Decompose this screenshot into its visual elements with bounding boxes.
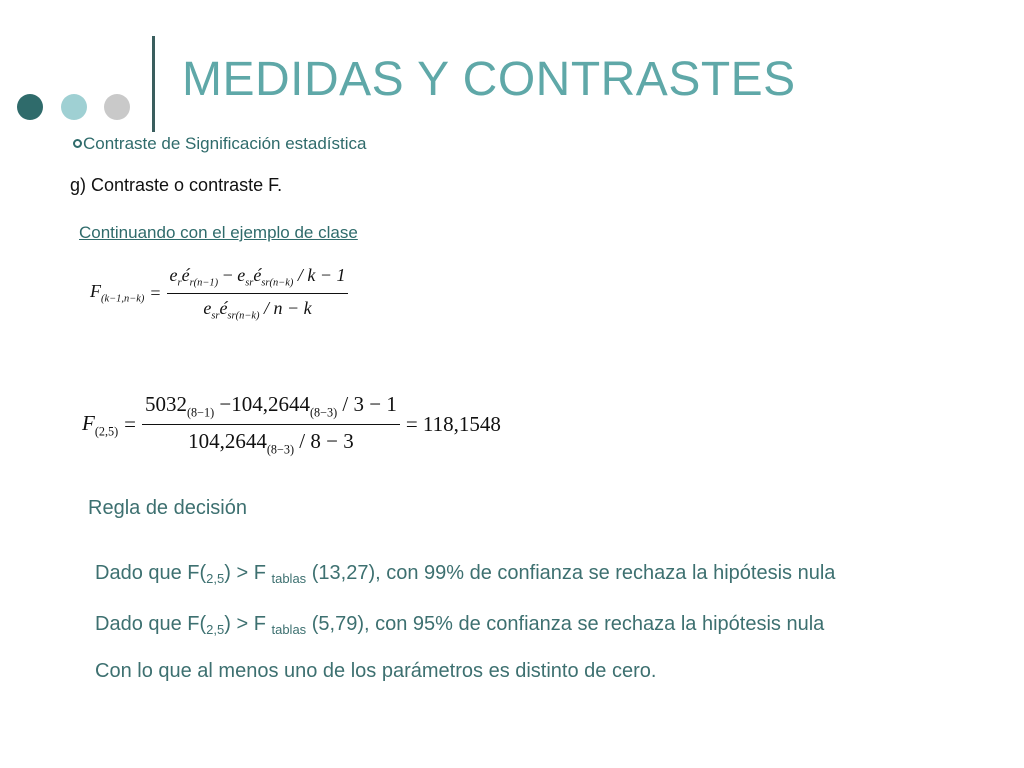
formula-lhs xyxy=(82,411,118,439)
f-formula-general xyxy=(90,265,354,321)
equals-sign: = xyxy=(150,282,161,303)
equals-sign: = xyxy=(124,412,136,437)
f-degrees: (2,5) xyxy=(94,424,119,439)
f-result: = 118,1548 xyxy=(405,412,501,437)
decision-rule-95: Dado que $F(_{2,5}) > F$ $_{tablas}$ (5,79), con 95% de confianza se rechaza la hipótesis nula xyxy=(95,613,825,637)
section-heading: g) Contraste o contraste F. xyxy=(70,175,283,195)
example-link[interactable]: Continuando con el ejemplo de clase xyxy=(79,223,358,242)
f-symbol: F xyxy=(82,410,95,435)
general-numerator: $e_ré_{r(n-1)}$ − $e_{sr}é_{sr(n-k)} / k - 1$ xyxy=(167,265,349,294)
decision-heading: Regla de decisión xyxy=(88,497,247,519)
dark-teal-dot xyxy=(17,94,43,120)
conclusion-text: Con lo que al menos uno de los parámetros es distinto de cero. xyxy=(95,660,657,682)
grey-dot xyxy=(104,94,130,120)
decision-rule-99: Dado que $F(_{2,5}) > F$ $_{tablas}$ (13,27), con 99% de confianza se rechaza la hipótesis nula xyxy=(95,562,836,586)
f-symbol: F xyxy=(90,281,101,302)
numeric-denominator: $104,2644_{(8-3)} / 8 - 3$ xyxy=(188,429,354,457)
subtitle-row xyxy=(73,134,367,154)
numeric-fraction xyxy=(142,392,400,458)
general-denominator: $e_{sr}é_{sr(n-k)} / n - k$ xyxy=(203,297,312,322)
title-divider xyxy=(152,36,155,132)
f-formula-numeric xyxy=(82,392,501,458)
general-fraction xyxy=(167,265,349,321)
slide-title: MEDIDAS Y CONTRASTES xyxy=(182,53,796,106)
slide-subtitle: Contraste de Significación estadística xyxy=(83,134,367,153)
circle-bullet-icon xyxy=(73,139,82,148)
formula-lhs xyxy=(90,281,144,305)
f-degrees: (k−1,n−k) xyxy=(101,294,145,306)
light-teal-dot xyxy=(61,94,87,120)
numeric-numerator: $5032_{(8-1)} -104,2644_{(8-3)} / 3 - 1$ xyxy=(142,392,400,425)
